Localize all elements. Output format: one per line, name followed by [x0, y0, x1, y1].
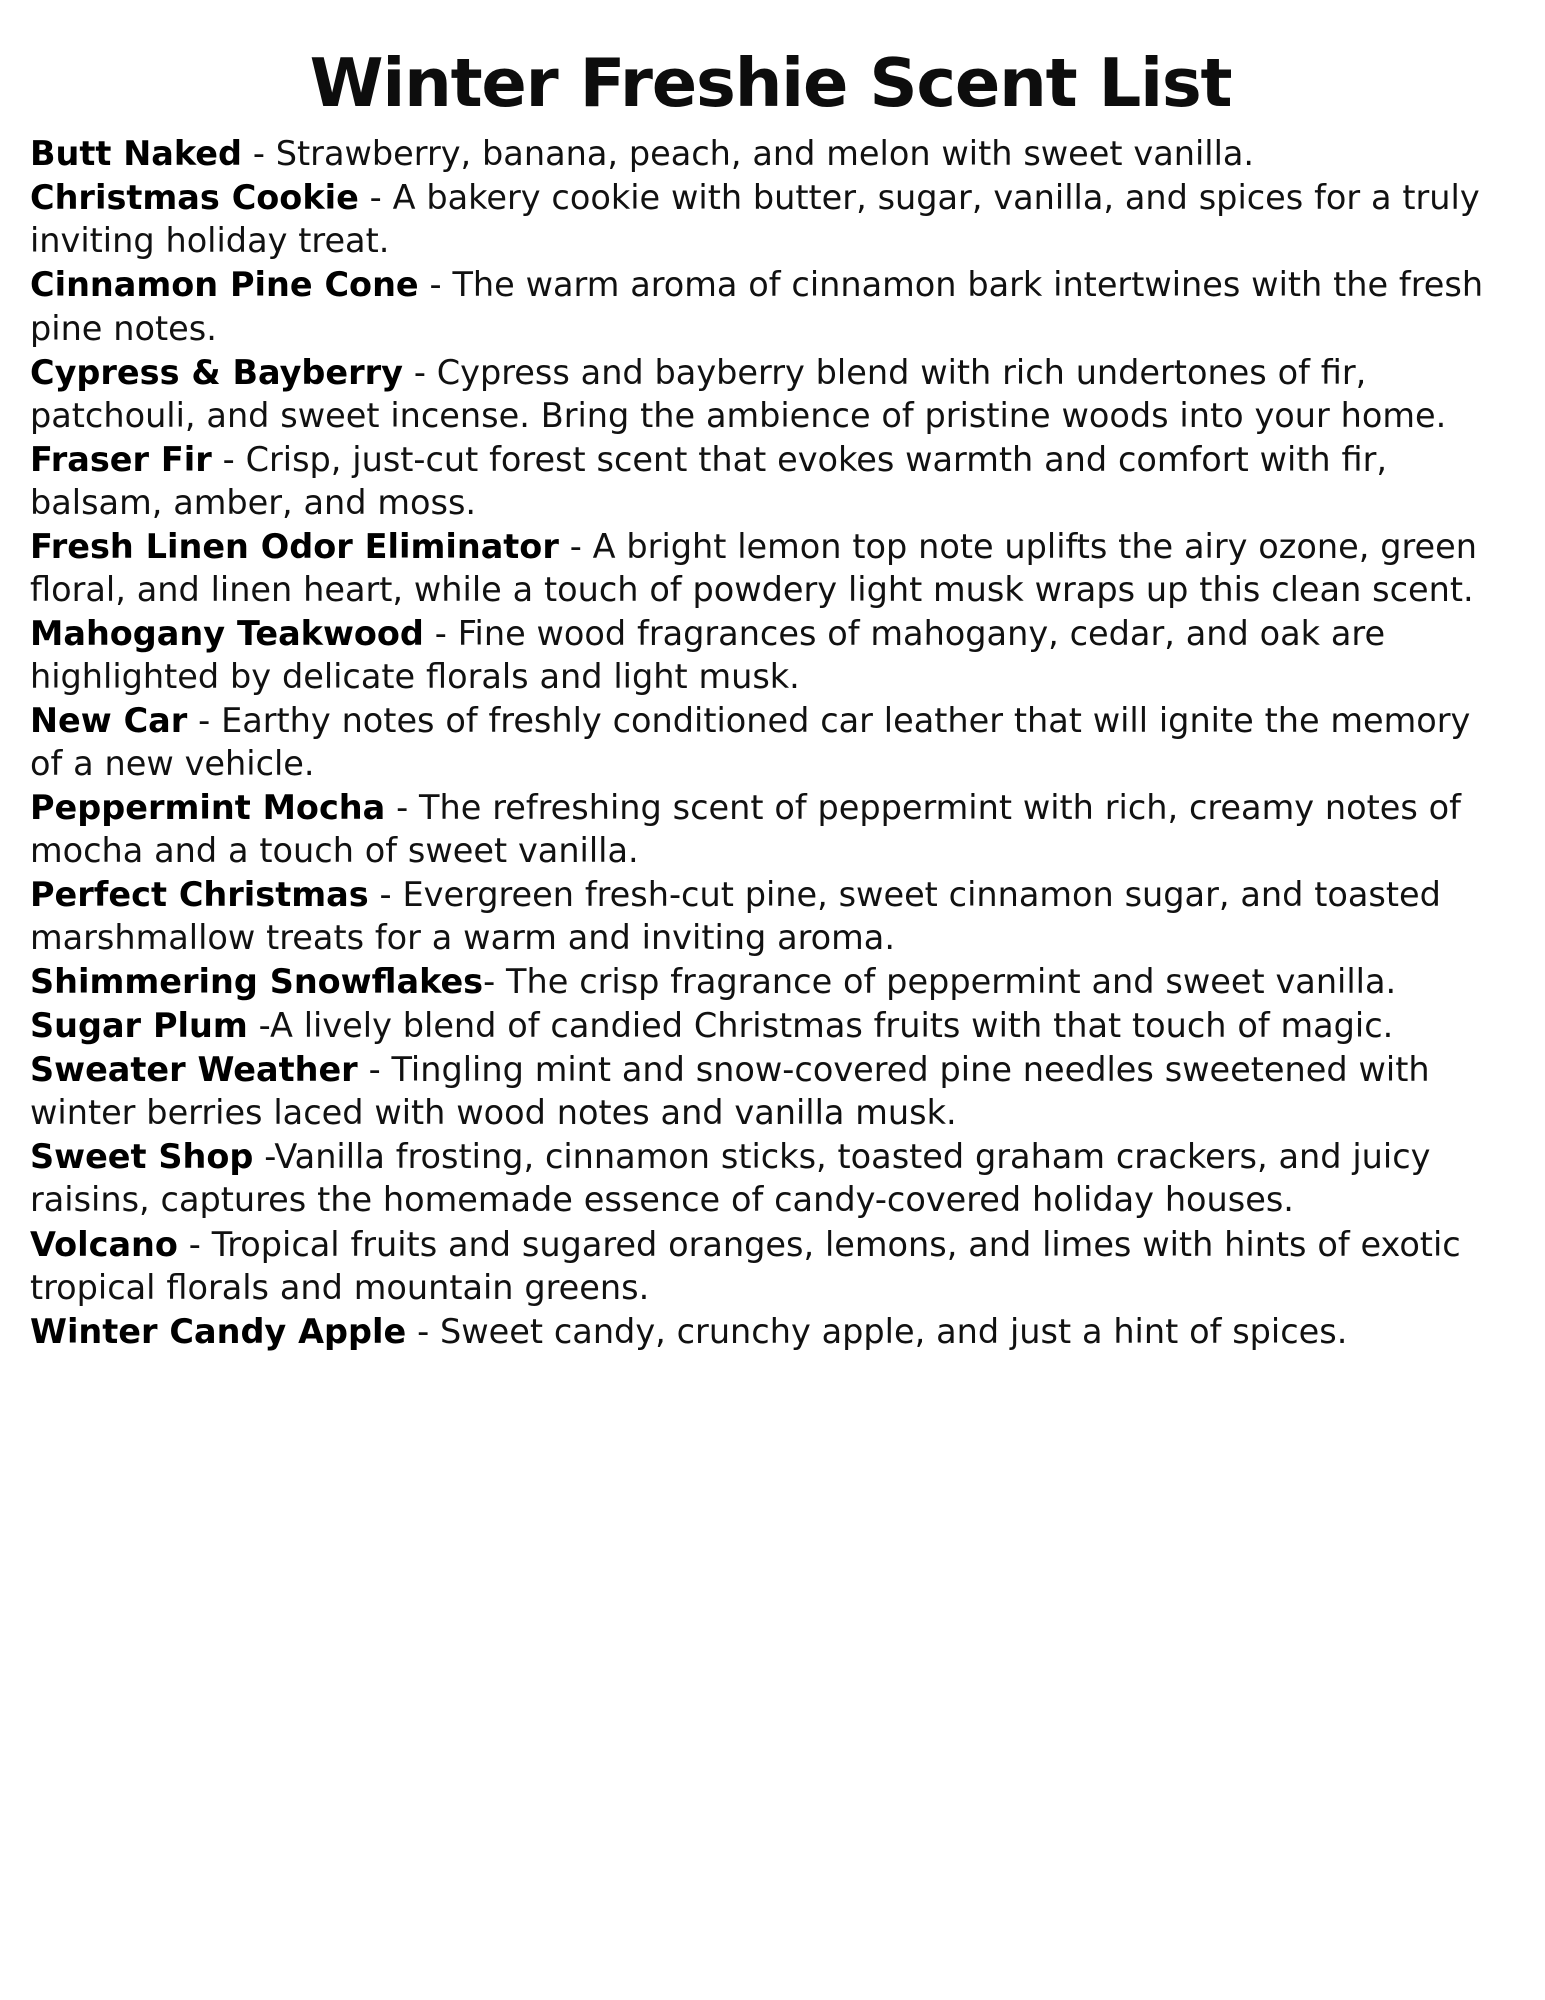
scent-name: Sweater Weather [30, 1050, 358, 1090]
scent-name: Fresh Linen Odor Eliminator [30, 526, 559, 566]
list-item [30, 1223, 1511, 1309]
scent-name: Winter Candy Apple [30, 1311, 407, 1351]
scent-list [30, 132, 1511, 1352]
scent-description: - A bright lemon top note uplifts the airy ozone, green floral, and linen heart, while a touch of powdery light musk wraps up this clean scent. [30, 526, 1477, 609]
list-item [30, 612, 1511, 698]
scent-name: Christmas Cookie [30, 178, 359, 218]
list-item [30, 1310, 1511, 1353]
page-title: Winter Freshie Scent List [309, 44, 1232, 122]
scent-description: - Cypress and bayberry blend with rich undertones of fir, patchouli, and sweet incense. Bring the ambience of pristine woods into your home. [30, 352, 1447, 435]
scent-description: - The refreshing scent of peppermint with rich, creamy notes of mocha and a touch of sweet vanilla. [30, 788, 1461, 871]
list-item [30, 438, 1511, 524]
list-item [30, 699, 1511, 785]
scent-name: Cinnamon Pine Cone [30, 265, 419, 305]
scent-description: -Vanilla frosting, cinnamon sticks, toasted graham crackers, and juicy raisins, captures the homemade essence of candy-covered holiday houses. [30, 1137, 1431, 1220]
list-item [30, 786, 1511, 872]
scent-description: - The crisp fragrance of peppermint and sweet vanilla. [483, 962, 1397, 1002]
list-item [30, 176, 1511, 262]
list-item [30, 960, 1511, 1003]
scent-name: Cypress & Bayberry [30, 352, 403, 392]
scent-description: - Tropical fruits and sugared oranges, lemons, and limes with hints of exotic tropical florals and mountain greens. [30, 1224, 1461, 1307]
scent-description: -A lively blend of candied Christmas fruits with that touch of magic. [247, 1006, 1394, 1046]
list-item [30, 1004, 1511, 1047]
scent-name: Mahogany Teakwood [30, 613, 424, 653]
list-item [30, 1048, 1511, 1134]
scent-name: Perfect Christmas [30, 875, 369, 915]
scent-description: - A bakery cookie with butter, sugar, vanilla, and spices for a truly inviting holiday treat. [30, 178, 1480, 261]
scent-description: - Earthy notes of freshly conditioned car leather that will ignite the memory of a new vehicle. [30, 700, 1471, 783]
list-item [30, 1135, 1511, 1221]
list-item [30, 351, 1511, 437]
scent-name: Sweet Shop [30, 1137, 254, 1177]
scent-description: - Tingling mint and snow-covered pine needles sweetened with winter berries laced with wood notes and vanilla musk. [30, 1050, 1430, 1133]
scent-name: Volcano [30, 1224, 178, 1264]
scent-name: New Car [30, 700, 188, 740]
scent-name: Shimmering Snowflakes [30, 962, 484, 1002]
list-item [30, 525, 1511, 611]
scent-name: Peppermint Mocha [30, 788, 386, 828]
list-item [30, 263, 1511, 349]
scent-description: - The warm aroma of cinnamon bark intertwines with the fresh pine notes. [30, 265, 1484, 348]
list-item [30, 132, 1511, 175]
scent-name: Butt Naked [30, 134, 242, 174]
scent-name: Sugar Plum [30, 1006, 248, 1046]
scent-description: - Strawberry, banana, peach, and melon with sweet vanilla. [242, 134, 1255, 174]
scent-description: - Crisp, just-cut forest scent that evokes warmth and comfort with fir, balsam, amber, and moss. [30, 439, 1388, 522]
list-item [30, 873, 1511, 959]
scent-name: Fraser Fir [30, 439, 212, 479]
scent-description: - Sweet candy, crunchy apple, and just a hint of spices. [406, 1311, 1348, 1351]
scent-description: - Evergreen fresh-cut pine, sweet cinnamon sugar, and toasted marshmallow treats for a warm and inviting aroma. [30, 875, 1441, 958]
scent-description: - Fine wood fragrances of mahogany, cedar, and oak are highlighted by delicate florals and light musk. [30, 613, 1386, 696]
